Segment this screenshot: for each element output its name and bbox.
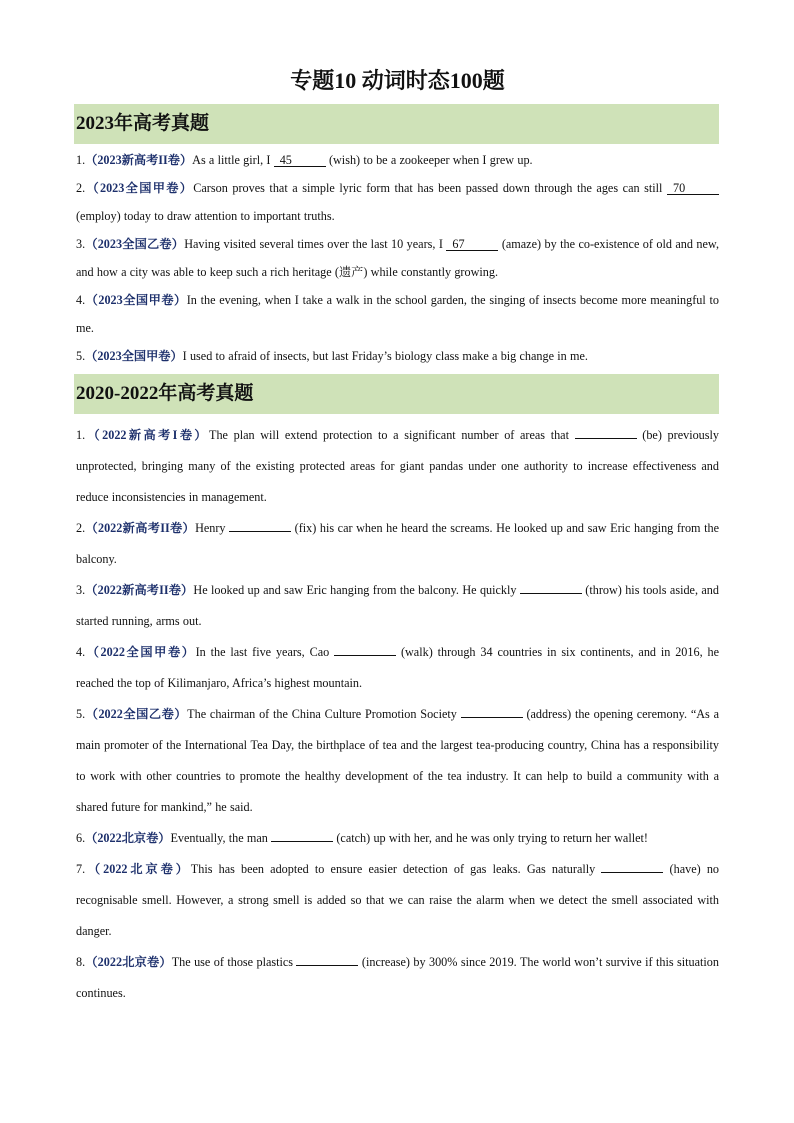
answer-blank[interactable] bbox=[575, 426, 637, 439]
question-text: In the last five years, Cao bbox=[195, 645, 335, 659]
question-text: (walk) through 34 countries in six continents, and in 2016, he reached the top of Kilimanjaro, Africa’s highest mountain. bbox=[76, 645, 720, 690]
question-number: 2. bbox=[76, 181, 86, 195]
question-list-2020-2022 bbox=[76, 414, 719, 1009]
question-item bbox=[76, 637, 719, 699]
question-item bbox=[76, 342, 719, 370]
question-text: I used to afraid of insects, but last Friday’s biology class make a big change in me. bbox=[182, 349, 588, 363]
question-source: （2023全国乙卷） bbox=[85, 237, 185, 251]
question-text: Having visited several times over the last 10 years, I bbox=[184, 237, 447, 251]
question-text: (have) no recognisable smell. However, a strong smell is added so that we can raise the alarm when we detect the smell associated with danger. bbox=[76, 862, 720, 938]
question-text: The chairman of the China Culture Promotion Society bbox=[187, 707, 461, 721]
question-item bbox=[76, 947, 719, 1009]
question-number: 1. bbox=[76, 428, 86, 442]
question-source: （2022北京卷） bbox=[85, 831, 171, 845]
question-source: （2023新高考II卷） bbox=[85, 153, 193, 167]
document-page bbox=[76, 64, 719, 1009]
question-number: 3. bbox=[76, 237, 86, 251]
question-source: （2022北京卷） bbox=[85, 955, 172, 969]
page-title: 专题10 动词时态100题 bbox=[290, 68, 505, 93]
answer-blank[interactable]: 70 bbox=[667, 182, 719, 195]
question-number: 7. bbox=[76, 862, 86, 876]
question-list-2023 bbox=[76, 144, 719, 374]
question-number: 4. bbox=[76, 293, 86, 307]
question-number: 4. bbox=[76, 645, 86, 659]
answer-blank[interactable] bbox=[520, 581, 582, 594]
question-item bbox=[76, 230, 719, 286]
answer-blank[interactable] bbox=[229, 519, 291, 532]
answer-blank[interactable] bbox=[296, 953, 358, 966]
question-text: (fix) his car when he heard the screams. He looked up and saw Eric hanging from the balcony. bbox=[76, 521, 719, 566]
question-source: （2022新高考II卷） bbox=[85, 521, 196, 535]
question-source: （2022全国乙卷） bbox=[85, 707, 188, 721]
answer-blank[interactable] bbox=[271, 829, 333, 842]
question-text: (address) the opening ceremony. “As a main promoter of the International Tea Day, the birthplace of tea and the largest tea-producing country, China has a responsibility to work with other countries to promote the healthy development of the tea industry. It can help to build a community with a shared future for mankind,” he said. bbox=[76, 707, 720, 814]
answer-blank[interactable]: 67 bbox=[446, 238, 498, 251]
question-text: He looked up and saw Eric hanging from the balcony. He quickly bbox=[193, 583, 520, 597]
question-item bbox=[76, 823, 719, 854]
question-number: 2. bbox=[76, 521, 86, 535]
question-item bbox=[76, 420, 719, 513]
question-item bbox=[76, 699, 719, 823]
question-text: This has been adopted to ensure easier detection of gas leaks. Gas naturally bbox=[190, 862, 602, 876]
answer-blank[interactable] bbox=[334, 643, 396, 656]
answer-blank[interactable] bbox=[601, 860, 663, 873]
question-item bbox=[76, 575, 719, 637]
section-heading-2020-2022: 2020-2022年高考真题 bbox=[74, 374, 719, 414]
question-text: (catch) up with her, and he was only trying to return her wallet! bbox=[333, 831, 648, 845]
question-number: 6. bbox=[76, 831, 86, 845]
question-source: （2022北京卷） bbox=[85, 862, 191, 876]
question-source: （2023全国甲卷） bbox=[85, 181, 194, 195]
question-text: (be) previously unprotected, bringing many of the existing protected areas for giant pandas under one authority to increase effectiveness and reduce inconsistencies in management. bbox=[76, 428, 719, 504]
answer-blank[interactable] bbox=[461, 705, 523, 718]
question-source: （2022新高考II卷） bbox=[85, 583, 194, 597]
question-source: （2022新高考I卷） bbox=[85, 428, 210, 442]
question-text: The use of those plastics bbox=[171, 955, 297, 969]
question-item bbox=[76, 174, 719, 230]
question-number: 3. bbox=[76, 583, 86, 597]
question-source: （2023全国甲卷） bbox=[85, 293, 187, 307]
question-number: 8. bbox=[76, 955, 86, 969]
question-item bbox=[76, 513, 719, 575]
section-heading-2023: 2023年高考真题 bbox=[74, 104, 719, 144]
question-text: (throw) his tools aside, and started running, arms out. bbox=[76, 583, 719, 628]
question-text: Carson proves that a simple lyric form that has been passed down through the ages can still bbox=[193, 181, 668, 195]
question-source: （2022全国甲卷） bbox=[85, 645, 196, 659]
question-text: Eventually, the man bbox=[170, 831, 272, 845]
question-text: (employ) today to draw attention to important truths. bbox=[76, 209, 335, 223]
question-item bbox=[76, 286, 719, 342]
answer-blank[interactable]: 45 bbox=[274, 154, 326, 167]
question-text: The plan will extend protection to a significant number of areas that bbox=[209, 428, 575, 442]
question-item bbox=[76, 854, 719, 947]
question-text: As a little girl, I bbox=[192, 153, 274, 167]
question-text: (amaze) by the co-existence of old and new, and how a city was able to keep such a rich heritage (遗产) while constantly growing. bbox=[76, 237, 719, 279]
question-source: （2023全国甲卷） bbox=[85, 349, 183, 363]
question-item bbox=[76, 146, 719, 174]
question-number: 5. bbox=[76, 349, 86, 363]
question-text: Henry bbox=[195, 521, 230, 535]
question-text: (increase) by 300% since 2019. The world won’t survive if this situation continues. bbox=[76, 955, 719, 1000]
question-text: In the evening, when I take a walk in the school garden, the singing of insects become more meaningful to me. bbox=[76, 293, 720, 335]
question-text: (wish) to be a zookeeper when I grew up. bbox=[325, 153, 533, 167]
question-number: 1. bbox=[76, 153, 86, 167]
question-number: 5. bbox=[76, 707, 86, 721]
